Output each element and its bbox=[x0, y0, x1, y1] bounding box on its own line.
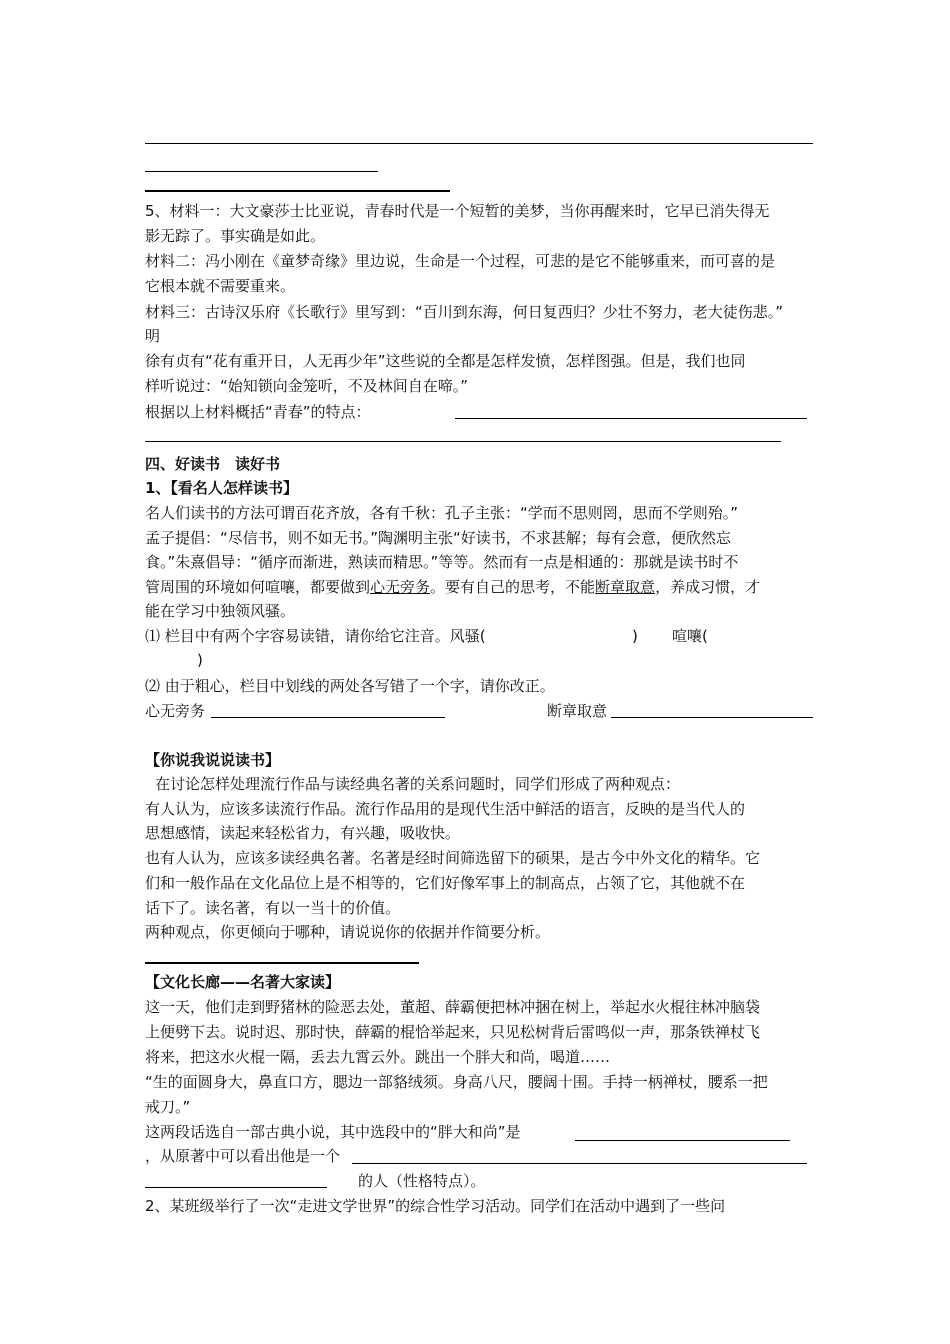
question-prompt: 根据以上材料概括“青春”的特点： bbox=[145, 403, 371, 421]
paragraph-line: 戒刀。” bbox=[145, 1098, 191, 1116]
paragraph-line: 食。”朱熹倡导：“循序而渐进，熟读而精思。”等等。然而有一点是相通的：那就是读书时不 bbox=[145, 553, 739, 571]
underlined-term: 心无旁务 bbox=[370, 578, 431, 596]
paragraph-line: 的人（性格特点）。 bbox=[358, 1172, 486, 1190]
correction-label: 断章取意 bbox=[547, 702, 608, 720]
material-two-line: 它根本就不需要重来。 bbox=[145, 277, 296, 295]
paragraph-line: 有人认为，应该多读流行作品。流行作品用的是现代生活中鲜活的语言，反映的是当代人的 bbox=[145, 800, 746, 818]
question-line: ⑵ 由于粗心，栏目中划线的两处各写错了一个字，请你改正。 bbox=[145, 677, 555, 695]
paragraph-line: 们和一般作品在文化品位上是不相等的，它们好像军事上的制高点，占领了它，其他就不在 bbox=[145, 874, 746, 892]
section-heading: 【你说我说说读书】 bbox=[145, 751, 281, 769]
section-heading: 四、好读书 读好书 bbox=[145, 455, 281, 473]
answer-line[interactable] bbox=[145, 962, 419, 964]
material-three-line: 样听说过：“始知锁向金笼听，不及林间自在啼。” bbox=[145, 377, 469, 395]
answer-blank[interactable] bbox=[352, 1163, 807, 1164]
correction-label: 心无旁务 bbox=[145, 702, 206, 720]
text-segment: 。要有自己的思考，不能 bbox=[430, 578, 596, 596]
material-one-line: 5、材料一：大文豪莎士比亚说，青春时代是一个短暂的美梦，当你再醒来时，它早已消失得无 bbox=[145, 202, 770, 220]
paragraph-line: 能在学习中独领风骚。 bbox=[145, 602, 296, 620]
material-three-line: 明 bbox=[145, 327, 161, 345]
paragraph-line: ，从原著中可以看出他是一个 bbox=[145, 1147, 341, 1165]
answer-blank[interactable] bbox=[611, 717, 813, 718]
subsection-heading: 1、【看名人怎样读书】 bbox=[145, 479, 298, 497]
section-heading: 【文化长廊——名著大家读】 bbox=[145, 973, 341, 991]
paragraph-line: 将来，把这水火棍一隔，丢去九霄云外。跳出一个胖大和尚，喝道…… bbox=[145, 1048, 611, 1066]
paren-close: ) bbox=[197, 651, 203, 669]
paragraph-line: 名人们读书的方法可谓百花齐放，各有千秋：孔子主张：“学而不思则罔，思而不学则殆。” bbox=[145, 504, 739, 522]
answer-blank[interactable] bbox=[575, 1140, 790, 1141]
answer-line bbox=[145, 171, 378, 172]
paragraph-line: 也有人认为，应该多读经典名著。名著是经时间筛选留下的硕果，是古今中外文化的精华。它 bbox=[145, 849, 761, 867]
paragraph-line bbox=[145, 575, 760, 599]
paragraph-line: “生的面圆身大，鼻直口方，腮边一部貉绒须。身高八尺，腰阔十围。手持一柄禅杖，腰系一把 bbox=[145, 1073, 768, 1091]
material-three-line: 材料三：古诗汉乐府《长歌行》里写到：“百川到东海，何日复西归？少壮不努力，老大徒伤悲。” bbox=[145, 303, 784, 321]
answer-blank[interactable] bbox=[211, 717, 445, 718]
paragraph-line: 这一天，他们走到野猪林的险恶去处，董超、薛霸便把林冲捆在树上，举起水火棍往林冲脑袋 bbox=[145, 998, 761, 1016]
paren-close: ) bbox=[632, 627, 638, 645]
paragraph-line: 孟子提倡：“尽信书，则不如无书。”陶渊明主张“好读书，不求甚解；每有会意，便欣然忘 bbox=[145, 529, 731, 547]
question-line: 2、某班级举行了一次“走进文学世界”的综合性学习活动。同学们在活动中遇到了一些问 bbox=[145, 1197, 726, 1215]
answer-blank[interactable] bbox=[145, 441, 781, 442]
paragraph-line: 思想感情，读起来轻松省力，有兴趣，吸收快。 bbox=[145, 824, 461, 842]
paragraph-line: 这两段话选自一部古典小说，其中选段中的“胖大和尚”是 bbox=[145, 1123, 521, 1141]
paragraph-line: 上便劈下去。说时迟、那时快，薛霸的棍恰举起来，只见松树背后雷鸣似一声，那条铁禅杖飞 bbox=[145, 1023, 761, 1041]
answer-line bbox=[145, 190, 450, 192]
underlined-term: 断章取意 bbox=[595, 578, 656, 596]
paragraph-line: 两种观点，你更倾向于哪种，请说说你的依据并作简要分析。 bbox=[145, 923, 551, 941]
question-line: ⑴ 栏目中有两个字容易读错，请你给它注音。风骚( bbox=[145, 627, 486, 645]
answer-blank[interactable] bbox=[455, 418, 807, 419]
paragraph-line: 话下了。读名著，有以一当十的价值。 bbox=[145, 899, 401, 917]
answer-line bbox=[145, 143, 813, 144]
material-three-line: 徐有贞有“花有重开日，人无再少年”这些说的全都是怎样发愤，怎样图强。但是，我们也同 bbox=[145, 352, 746, 370]
answer-blank[interactable] bbox=[145, 1187, 327, 1188]
paragraph-line: 在讨论怎样处理流行作品与读经典名著的关系问题时，同学们形成了两种观点： bbox=[155, 775, 681, 793]
material-one-line: 影无踪了。事实确是如此。 bbox=[145, 227, 326, 245]
material-two-line: 材料二：冯小刚在《童梦奇缘》里边说，生命是一个过程，可悲的是它不能够重来，而可喜的是 bbox=[145, 252, 776, 270]
text-segment: ，养成习惯，才 bbox=[655, 578, 761, 596]
text-segment: 管周围的环境如何喧嚷，都要做到 bbox=[145, 578, 371, 596]
question-line: 喧嚷( bbox=[672, 627, 708, 645]
